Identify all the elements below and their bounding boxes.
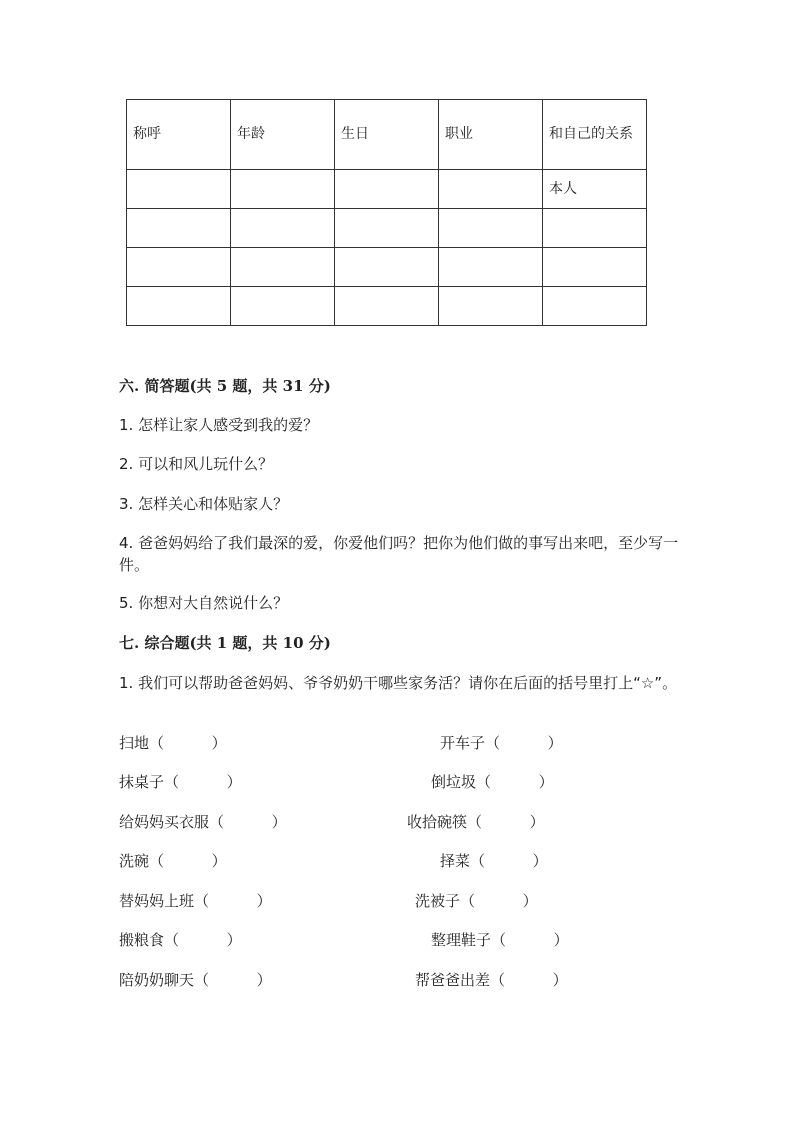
task-item-right: 帮爸爸出差（ ） [415,971,568,989]
question-6-1: 1. 怎样让家人感受到我的爱？ [119,416,319,434]
table-row [127,287,647,326]
table-header-cell: 年龄 [231,100,335,170]
table-header-cell: 称呼 [127,100,231,170]
task-item-left: 替妈妈上班（ ） [119,892,272,910]
table-cell[interactable] [127,209,231,248]
task-item-right: 洗被子（ ） [415,892,538,910]
table-cell[interactable] [127,287,231,326]
table-cell[interactable] [127,248,231,287]
table-cell[interactable] [231,248,335,287]
question-7-1: 1. 我们可以帮助爸爸妈妈、爷爷奶奶干哪些家务活？请你在后面的括号里打上“☆”。 [119,674,678,692]
question-6-5: 5. 你想对大自然说什么？ [119,594,289,612]
task-item-right: 收拾碗筷（ ） [407,813,545,831]
task-item-left: 陪奶奶聊天（ ） [119,971,272,989]
table-header-row [127,100,647,170]
table-row [127,209,647,248]
family-info-table [126,99,647,326]
table-cell[interactable] [231,170,335,209]
question-6-2: 2. 可以和风儿玩什么？ [119,455,274,473]
section-7-title: 七. 综合题(共 1 题，共 10 分) [119,634,331,652]
table-header-cell: 生日 [335,100,439,170]
table-header-cell: 职业 [439,100,543,170]
table-cell[interactable] [231,287,335,326]
table-cell[interactable] [127,170,231,209]
table-cell[interactable] [439,248,543,287]
task-item-left: 给妈妈买衣服（ ） [119,813,287,831]
section-6-title: 六. 简答题(共 5 题，共 31 分) [119,377,331,395]
question-6-4: 4. 爸爸妈妈给了我们最深的爱，你爱他们吗？把你为他们做的事写出来吧，至少写一件。 [119,534,679,574]
task-item-right: 倒垃圾（ ） [431,773,554,791]
table-row [127,170,647,209]
table-cell[interactable] [543,248,647,287]
table-header-cell: 和自己的关系 [543,100,647,170]
task-item-left: 洗碗（ ） [119,852,227,870]
table-cell[interactable] [231,209,335,248]
question-6-3: 3. 怎样关心和体贴家人？ [119,495,289,513]
table-cell[interactable] [439,287,543,326]
table-cell[interactable] [335,209,439,248]
table-cell[interactable] [335,287,439,326]
task-item-right: 择菜（ ） [440,852,548,870]
table-cell[interactable] [439,170,543,209]
task-item-right: 开车子（ ） [440,734,563,752]
task-item-left: 搬粮食（ ） [119,931,242,949]
task-item-left: 扫地（ ） [119,734,227,752]
table-cell[interactable] [335,170,439,209]
table-row [127,248,647,287]
task-item-left: 抹桌子（ ） [119,773,242,791]
table-cell[interactable] [543,287,647,326]
table-cell[interactable]: 本人 [543,170,647,209]
task-item-right: 整理鞋子（ ） [431,931,569,949]
table-cell[interactable] [335,248,439,287]
table-cell[interactable] [439,209,543,248]
table-cell[interactable] [543,209,647,248]
